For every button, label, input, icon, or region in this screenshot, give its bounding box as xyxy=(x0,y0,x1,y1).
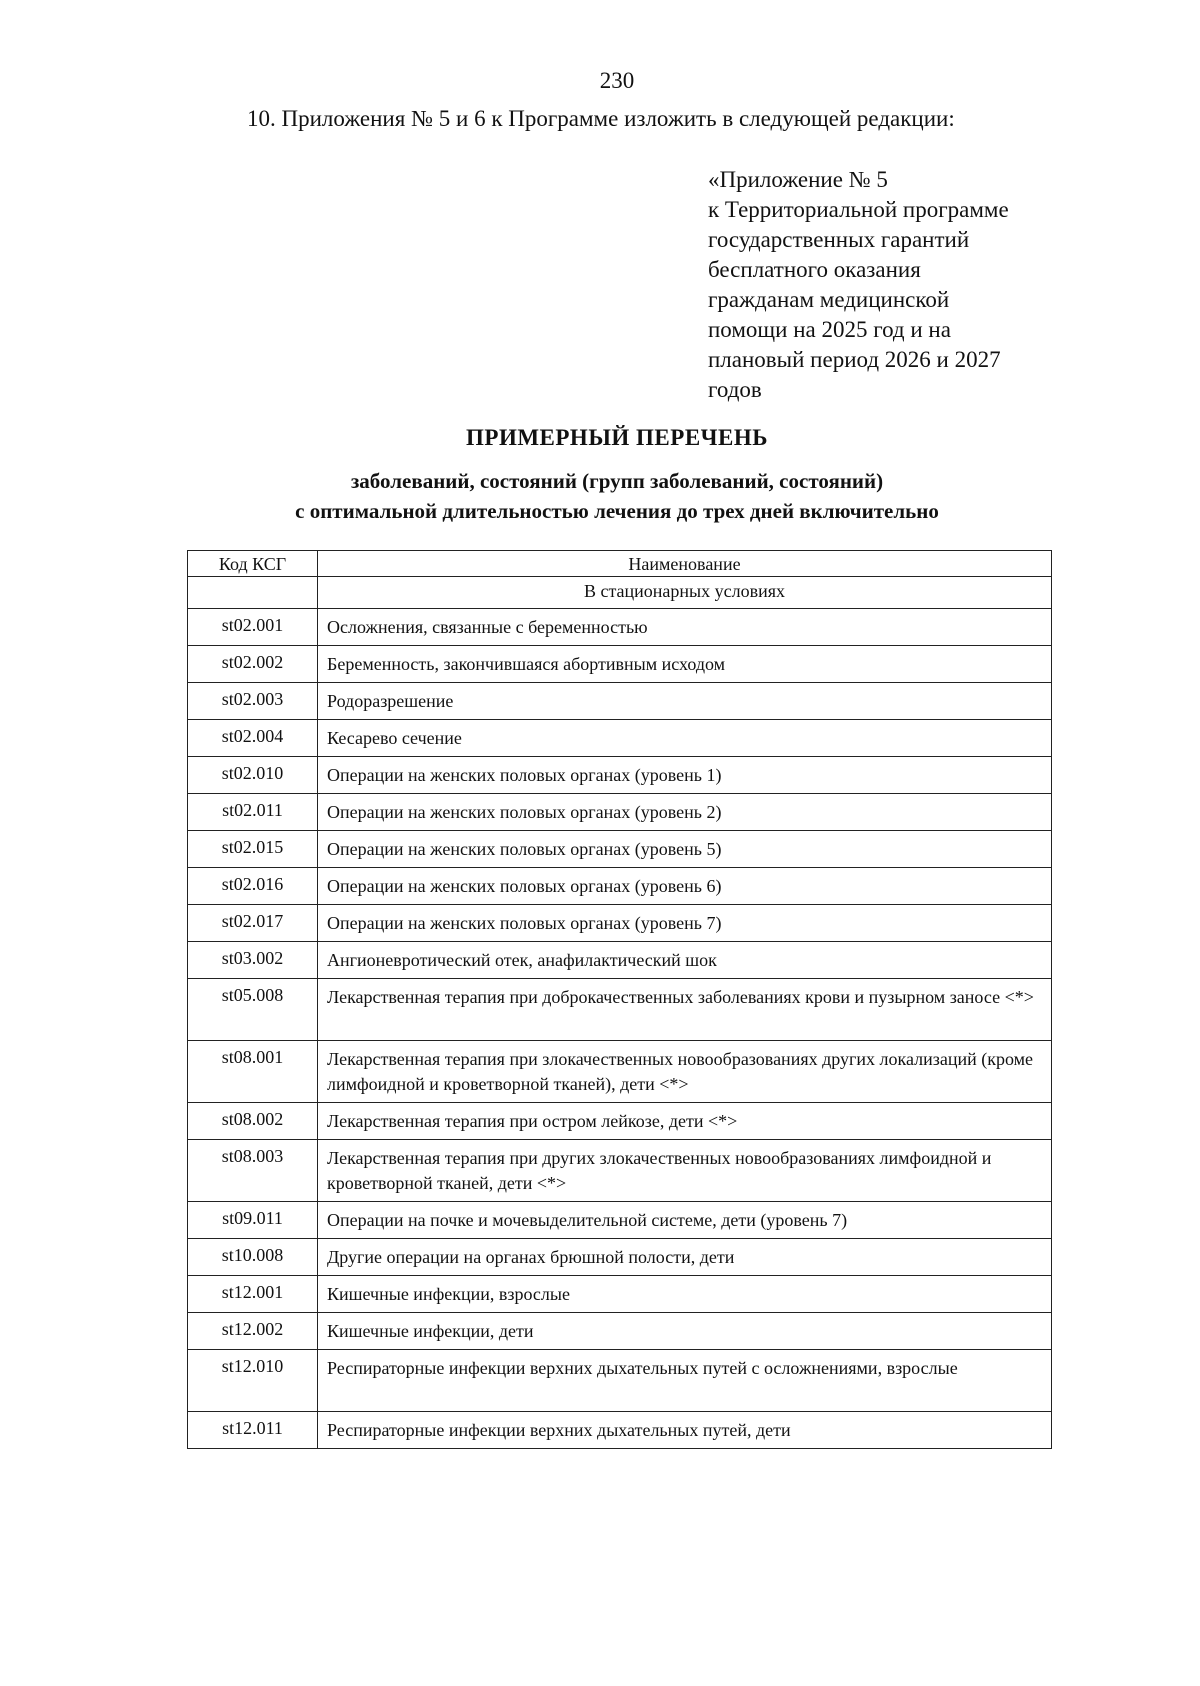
ksg-code: st09.011 xyxy=(188,1202,318,1239)
table-row xyxy=(188,1313,1052,1350)
ksg-name: Осложнения, связанные с беременностью xyxy=(318,609,1052,646)
header-name: Наименование xyxy=(318,551,1052,577)
ksg-code: st02.017 xyxy=(188,905,318,942)
section-title: В стационарных условиях xyxy=(318,577,1052,609)
ksg-name: Операции на женских половых органах (уровень 1) xyxy=(318,757,1052,794)
table-row xyxy=(188,1103,1052,1140)
ksg-name: Операции на женских половых органах (уровень 7) xyxy=(318,905,1052,942)
table-row xyxy=(188,1140,1052,1202)
ksg-code: st02.004 xyxy=(188,720,318,757)
ksg-name: Операции на женских половых органах (уровень 5) xyxy=(318,831,1052,868)
ksg-code: st12.011 xyxy=(188,1412,318,1449)
ksg-name: Ангионевротический отек, анафилактический шок xyxy=(318,942,1052,979)
table-row xyxy=(188,942,1052,979)
ksg-name: Лекарственная терапия при остром лейкозе, дети <*> xyxy=(318,1103,1052,1140)
ksg-code: st12.001 xyxy=(188,1276,318,1313)
ksg-name: Кесарево сечение xyxy=(318,720,1052,757)
document-subtitle xyxy=(0,466,1200,526)
table-row xyxy=(188,831,1052,868)
intro-paragraph: 10. Приложения № 5 и 6 к Программе изложить в следующей редакции: xyxy=(247,106,955,131)
table-header-row xyxy=(188,551,1052,577)
section-code-cell xyxy=(188,577,318,609)
table-row xyxy=(188,1041,1052,1103)
ksg-name: Операции на почке и мочевыделительной системе, дети (уровень 7) xyxy=(318,1202,1052,1239)
document-title: ПРИМЕРНЫЙ ПЕРЕЧЕНЬ xyxy=(466,425,768,450)
table-row xyxy=(188,1239,1052,1276)
ksg-name: Лекарственная терапия при злокачественных новообразованиях других локализаций (кроме лимфоидной и кроветворной тканей), дети <*> xyxy=(318,1041,1052,1103)
table-row xyxy=(188,1276,1052,1313)
appendix-line: годов xyxy=(708,377,762,402)
ksg-code: st02.010 xyxy=(188,757,318,794)
ksg-name: Другие операции на органах брюшной полости, дети xyxy=(318,1239,1052,1276)
ksg-name: Респираторные инфекции верхних дыхательных путей, дети xyxy=(318,1412,1052,1449)
ksg-code: st03.002 xyxy=(188,942,318,979)
subtitle-line: с оптимальной длительностью лечения до трех дней включительно xyxy=(295,499,939,523)
ksg-name: Кишечные инфекции, дети xyxy=(318,1313,1052,1350)
table-row xyxy=(188,1412,1052,1449)
table-row xyxy=(188,868,1052,905)
header-code: Код КСГ xyxy=(188,551,318,577)
ksg-table xyxy=(187,550,1052,1449)
table-row xyxy=(188,646,1052,683)
section-row xyxy=(188,577,1052,609)
appendix-header xyxy=(708,165,1009,405)
page-number: 230 xyxy=(599,68,635,93)
appendix-line: «Приложение № 5 xyxy=(708,167,888,192)
table-row xyxy=(188,1350,1052,1412)
ksg-name: Кишечные инфекции, взрослые xyxy=(318,1276,1052,1313)
table-row xyxy=(188,1202,1052,1239)
ksg-name: Лекарственная терапия при других злокачественных новообразованиях лимфоидной и кроветворной тканей, дети <*> xyxy=(318,1140,1052,1202)
ksg-code: st05.008 xyxy=(188,979,318,1041)
ksg-code: st02.003 xyxy=(188,683,318,720)
ksg-name: Операции на женских половых органах (уровень 6) xyxy=(318,868,1052,905)
table-row xyxy=(188,979,1052,1041)
ksg-name: Беременность, закончившаяся абортивным исходом xyxy=(318,646,1052,683)
table-row xyxy=(188,720,1052,757)
ksg-code: st08.003 xyxy=(188,1140,318,1202)
ksg-code: st12.002 xyxy=(188,1313,318,1350)
ksg-name: Операции на женских половых органах (уровень 2) xyxy=(318,794,1052,831)
ksg-code: st02.002 xyxy=(188,646,318,683)
ksg-name: Лекарственная терапия при доброкачественных заболеваниях крови и пузырном заносе <*> xyxy=(318,979,1052,1041)
table-row xyxy=(188,757,1052,794)
ksg-code: st02.015 xyxy=(188,831,318,868)
subtitle-line: заболеваний, состояний (групп заболеваний, состояний) xyxy=(350,469,884,493)
appendix-line: государственных гарантий xyxy=(708,227,970,252)
appendix-line: гражданам медицинской xyxy=(708,287,950,312)
ksg-code: st08.001 xyxy=(188,1041,318,1103)
ksg-code: st02.001 xyxy=(188,609,318,646)
ksg-code: st02.011 xyxy=(188,794,318,831)
appendix-line: помощи на 2025 год и на xyxy=(708,317,951,342)
table-row xyxy=(188,683,1052,720)
ksg-name: Респираторные инфекции верхних дыхательных путей с осложнениями, взрослые xyxy=(318,1350,1052,1412)
appendix-line: к Территориальной программе xyxy=(708,197,1009,222)
ksg-code: st02.016 xyxy=(188,868,318,905)
appendix-line: плановый период 2026 и 2027 xyxy=(708,347,1001,372)
ksg-code: st10.008 xyxy=(188,1239,318,1276)
table-row xyxy=(188,609,1052,646)
ksg-code: st12.010 xyxy=(188,1350,318,1412)
ksg-name: Родоразрешение xyxy=(318,683,1052,720)
appendix-line: бесплатного оказания xyxy=(708,257,921,282)
table-row xyxy=(188,794,1052,831)
ksg-code: st08.002 xyxy=(188,1103,318,1140)
table-row xyxy=(188,905,1052,942)
